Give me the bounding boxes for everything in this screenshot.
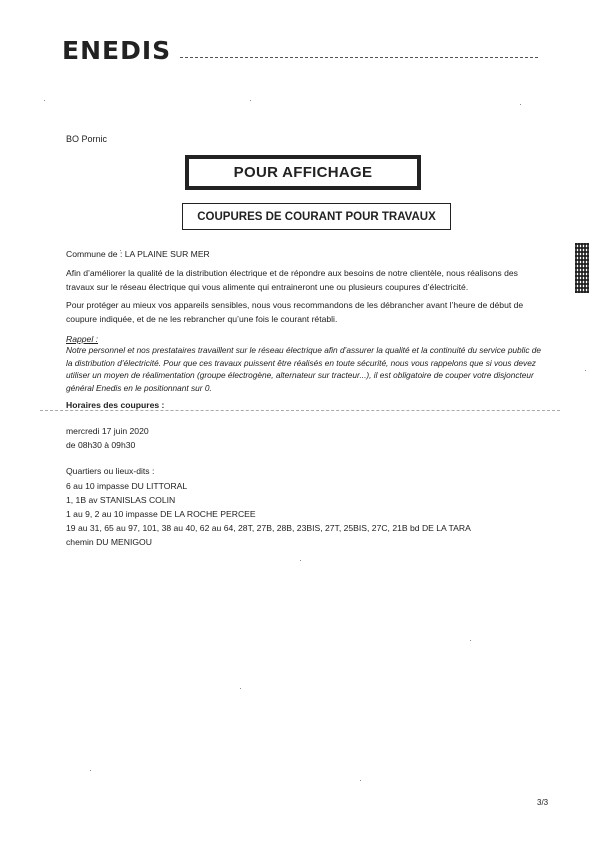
list-item: chemin DU MENIGOU: [66, 537, 152, 547]
scan-speck: [90, 770, 91, 771]
schedule-date: mercredi 17 juin 2020: [66, 426, 149, 436]
scan-speck: [585, 370, 586, 371]
page-number: 3/3: [537, 798, 549, 807]
scan-speck: [250, 100, 251, 101]
list-item: 1, 1B av STANISLAS COLIN: [66, 495, 176, 505]
enedis-logo: ENEDIS: [62, 36, 172, 65]
schedule-heading: Horaires des coupures :: [66, 400, 165, 410]
list-item: 6 au 10 impasse DU LITTORAL: [66, 481, 188, 491]
scan-speck: [240, 688, 241, 689]
title-box: [185, 155, 421, 190]
scan-speck: [44, 100, 45, 101]
title-text: POUR AFFICHAGE: [233, 164, 373, 181]
commune-line: Commune de : LA PLAINE SUR MER: [66, 249, 210, 259]
office-name: BO Pornic: [66, 134, 108, 144]
intro-paragraph: Afin d’améliorer la qualité de la distribution électrique et de répondre aux besoins de notre clientèle, nous réalisons des travaux sur le réseau électrique qui vous alimente qui entraineront une ou plusieurs coupures d’électricité.: [66, 268, 518, 292]
barcode-icon: [575, 243, 589, 293]
scan-speck: [470, 640, 471, 641]
scan-speck: [360, 780, 361, 781]
advice-paragraph: Pour protéger au mieux vos appareils sensibles, nous vous recommandons de les débrancher avant l’heure de début de coupure indiquée, et de ne les rebrancher qu’une fois le courant rétabli.: [66, 300, 524, 324]
schedule-time: de 08h30 à 09h30: [66, 440, 136, 450]
locations-list: [66, 479, 544, 549]
list-item: 19 au 31, 65 au 97, 101, 38 au 40, 62 au 64, 28T, 27B, 28B, 23BIS, 27T, 25BIS, 27C, 21B bd DE LA TARA: [66, 523, 471, 533]
header-rule: [180, 57, 538, 58]
scan-speck: [520, 104, 521, 105]
scan-line: [40, 410, 560, 411]
subtitle-box: COUPURES DE COURANT POUR TRAVAUX: [182, 203, 451, 230]
rappel-heading: Rappel :: [66, 334, 99, 344]
locations-heading: Quartiers ou lieux-dits :: [66, 466, 155, 476]
rappel-text: Notre personnel et nos prestataires travaillent sur le réseau électrique afin d’assurer la qualité et la continuité du service public de la distribution d’électricité. Pour que ces travaux puissent être réalisés en toute sécurité, nous vous rappelons que si vous devez utiliser un moyen de réalimentation (groupe électrogène, alternateur sur tracteur...), il est obligatoire de couper votre disjoncteur général Enedis en le positionnant sur 0.: [66, 345, 542, 393]
list-item: 1 au 9, 2 au 10 impasse DE LA ROCHE PERCEE: [66, 509, 256, 519]
scan-speck: [300, 560, 301, 561]
